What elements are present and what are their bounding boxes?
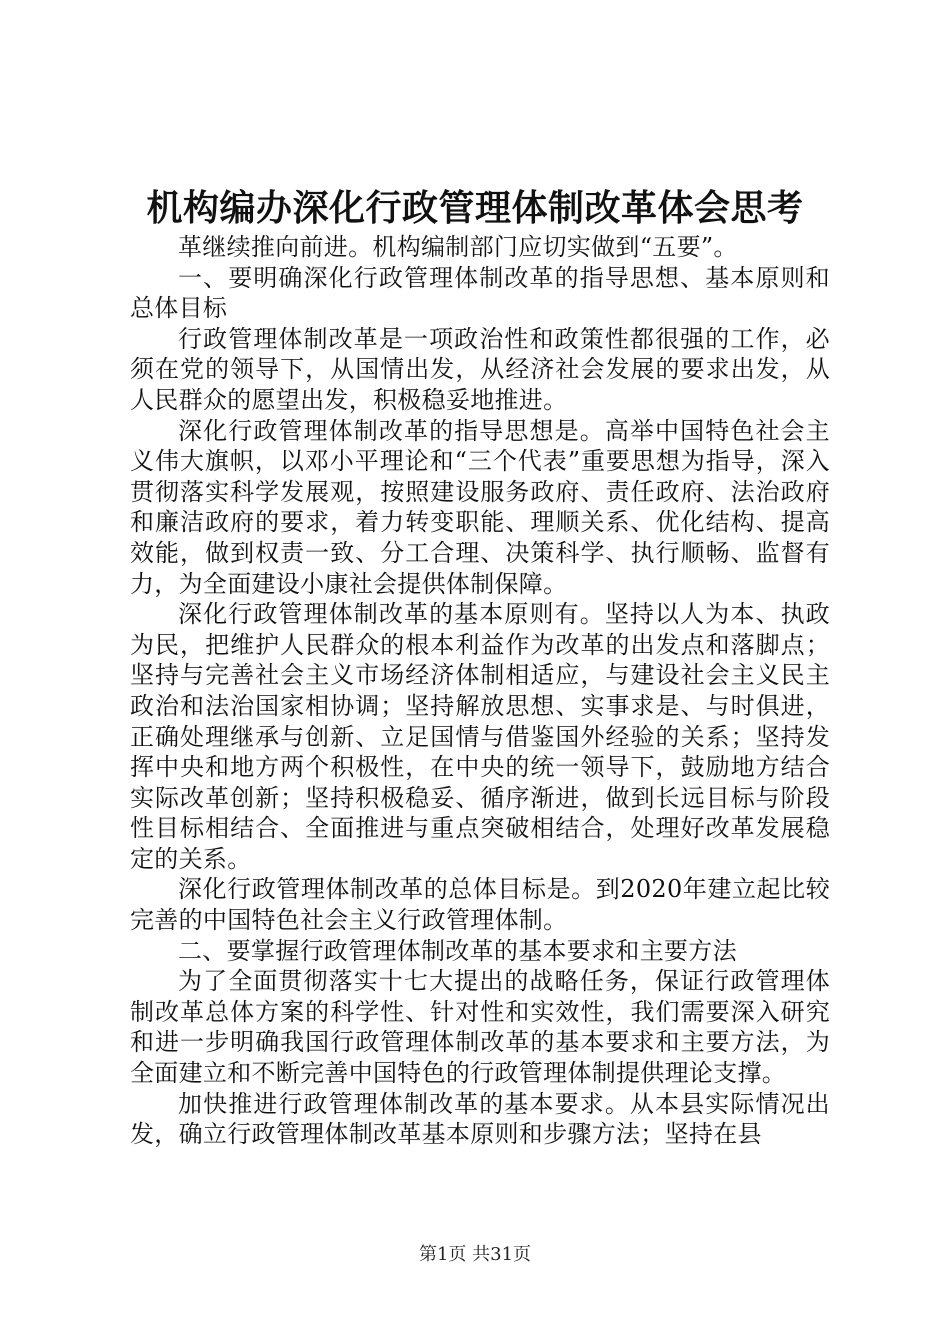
page-title: 机构编办深化行政管理体制改革体会思考 [146, 187, 804, 229]
paragraph: 行政管理体制改革是一项政治性和政策性都很强的工作，必须在党的领导下，从国情出发，从经济社会发展的要求出发，从人民群众的愿望出发，积极稳妥地推进。 [130, 324, 830, 414]
section-heading: 二、要掌握行政管理体制改革的基本要求和主要方法 [178, 936, 737, 965]
paragraph: 深化行政管理体制改革的基本原则有。坚持以人为本、执政为民，把维护人民群众的根本利益作为改革的出发点和落脚点；坚持与完善社会主义市场经济体制相适应，与建设社会主义民主政治和法治国家相协调；坚持解放思想、实事求是、与时俱进，正确处理继承与创新、立足国情与借鉴国外经验的关系；坚持发挥中央和地方两个积极性，在中央的统一领导下，鼓励地方结合实际改革创新；坚持积极稳妥、循序渐进，做到长远目标与阶段性目标相结合、全面推进与重点突破相结合，处理好改革发展稳定的关系。 [130, 600, 830, 873]
section-heading: 一、要明确深化行政管理体制改革的指导思想、基本原则和总体目标 [130, 263, 830, 323]
paragraph: 加快推进行政管理体制改革的基本要求。从本县实际情况出发，确立行政管理体制改革基本原则和步骤方法；坚持在县 [130, 1089, 830, 1149]
page-footer: 第1页 共31页 [418, 1244, 532, 1265]
document-body [130, 232, 830, 1150]
paragraph: 革继续推向前进。机构编制部门应切实做到“五要”。 [178, 233, 738, 261]
paragraph: 深化行政管理体制改革的指导思想是。高举中国特色社会主义伟大旗帜，以邓小平理论和“三个代表”重要思想为指导，深入贯彻落实科学发展观，按照建设服务政府、责任政府、法治政府和廉洁政府的要求，着力转变职能、理顺关系、优化结构、提高效能，做到权责一致、分工合理、决策科学、执行顺畅、监督有力，为全面建设小康社会提供体制保障。 [130, 416, 830, 598]
paragraph: 深化行政管理体制改革的总体目标是。到2020年建立起比较完善的中国特色社会主义行政管理体制。 [130, 875, 830, 935]
paragraph: 为了全面贯彻落实十七大提出的战略任务，保证行政管理体制改革总体方案的科学性、针对性和实效性，我们需要深入研究和进一步明确我国行政管理体制改革的基本要求和主要方法，为全面建立和不断完善中国特色的行政管理体制提供理论支撑。 [130, 967, 830, 1088]
